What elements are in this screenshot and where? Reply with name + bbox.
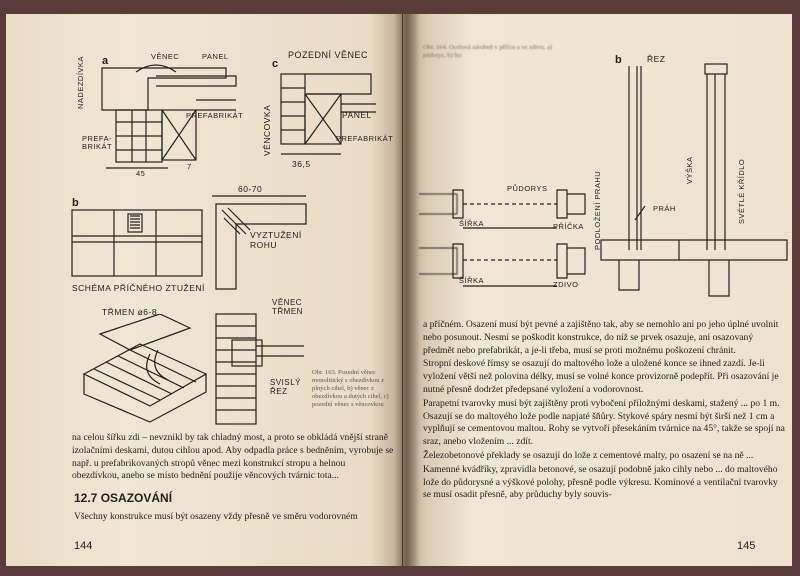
page-number-left: 144	[74, 540, 93, 552]
figure-section	[212, 310, 307, 428]
label-panel-c: PANEL	[342, 110, 372, 120]
last-line-left: Všechny konstrukce musí být osazeny vždy přesně ve směru vodorovném	[74, 511, 358, 522]
paragraph-right-3: Parapetní tvarovky musí být zajištěny proti vybočení příložnými deskami, stažený ... po 1 m. Osazují se do maltového lože podle napjaté šňůry. Stykové spáry nesmí být širší než 1 cm a vyplňují se cementovou maltou. Rohy se vytvoří přesekáním tvárnice na 45°, takže se spojí na sraz, anebo vložením ... zdít.	[423, 397, 785, 448]
label-prefabrikat-c: PREFABRIKÁT	[336, 134, 394, 143]
label-trmen: TŘMEN ø6-8	[102, 307, 158, 317]
dim-45: 45	[136, 169, 146, 178]
label-pricka: PŘÍČKA	[553, 222, 584, 231]
label-venec-trmen: VĚNEC TŘMEN	[272, 298, 303, 316]
label-vyztuzeni-rohu: VYZTUŽENÍ ROHU	[250, 230, 302, 250]
label-pozedni-venec: POZEDNÍ VĚNEC	[288, 50, 369, 60]
label-svetle-kridlo: SVĚTLÉ KŘÍDLO	[737, 158, 746, 224]
label-prefabrikat: PREFABRIKÁT	[186, 111, 244, 120]
label-sirka-2: ŠÍŘKA	[459, 276, 485, 285]
page-number-right: 145	[737, 540, 756, 552]
label-rez: ŘEZ	[647, 54, 666, 64]
label-schema: SCHÉMA PŘÍČNÉHO ZTUŽENÍ	[72, 283, 205, 293]
book-gutter	[394, 14, 420, 566]
figure-b-letter-right: b	[615, 54, 623, 66]
figure-c-letter: c	[272, 58, 279, 70]
section-heading: 12.7 OSAZOVÁNÍ	[74, 491, 173, 505]
label-prah: PRÁH	[653, 204, 676, 213]
label-pudorys: PŮDORYS	[507, 184, 548, 193]
left-page	[6, 14, 402, 566]
right-text-column	[423, 319, 785, 534]
figure-b-letter: b	[72, 197, 80, 209]
label-podlozeni-prahu: PODLOŽENÍ PRAHU	[593, 170, 602, 250]
figure-isometric	[80, 314, 210, 424]
figure-c-drawing	[261, 54, 381, 164]
paragraph-left: na celou šířku zdi – nevznikl by tak chladný most, a proto se obkládá vnější straně izolačními deskami, dutou cihlou apod. Aby odpadla práce s bedněním, vyrobuje se např. u prefabrikovaných stropů věnec mezi konstrukcí stropu a helnou obezdívkou, anebo se místo bednění použije věncových tvárnic tota...	[72, 432, 394, 482]
dim-36-5: 36,5	[292, 159, 311, 169]
label-svisly-rez: SVISLÝ ŘEZ	[270, 378, 302, 396]
dim-60-70: 60-70	[238, 184, 263, 194]
label-prefa-brikat: PREFA-BRIKÁT	[82, 134, 113, 151]
label-sirka: ŠÍŘKA	[459, 219, 485, 228]
figure-caption-164: Obr. 164. Ocelová zárubeň v příčce a ve zdivu; a) půdorys, b) řez	[423, 44, 553, 59]
paragraph-right-1: a příčném. Osazení musí být pevné a zajištěno tak, aby se nemohlo ani po jeho úplné uvolnit nebo posunout. Nesmí se poškodit konstrukce, do níž se prvek osazuje, ani osazovaný předmět nebo prefabrikát, a je-li třeba, musí se proti možnému poškození chránit.	[423, 319, 779, 356]
right-page	[403, 14, 792, 566]
figure-a-letter: a	[102, 55, 109, 67]
figure-b-plan	[68, 206, 208, 281]
paragraph-right-5: Kamenné kvádříky, zpravidla betonové, se osazují podobně jako cihly nebo ... do maltového lože do půdorysné a výškové polohy, přesně podle výkresu. Komínové a ventilační tvarovky se musí osadit přesně, aby průduchy byly souvis-	[423, 463, 778, 501]
open-book	[6, 14, 792, 566]
label-zdivo: ZDIVO	[553, 280, 579, 289]
label-vyska: VÝŠKA	[685, 156, 694, 184]
paragraph-right-4: Železobetonové překlady se osazují do lože z cementové malty, po osazení se na ně ...	[423, 449, 754, 461]
label-nadezdivka: NADEZDÍVKA	[76, 56, 85, 109]
dim-7: 7	[187, 162, 192, 171]
figure-caption-163: Obr. 163. Pozední věnec monolitický s obezdívkou z plných cihel, b) věnec z obezdívkou a dutých cihel, c) pozední věnec s věncovkou	[312, 369, 389, 408]
label-panel: PANEL	[202, 52, 229, 61]
door-frame-section	[599, 60, 789, 305]
label-vencovka: VĚNCOVKA	[262, 104, 272, 156]
paragraph-right-2: Stropní deskové římsy se osazují do maltového lože a uložené konce se ihned zazdí. Je-li vyložení větší než polovina délky, musí se volné konce provizorně podepřít. Při osazování je nutné přesně dodržet předepsané vyložení a vodorovnost.	[423, 358, 779, 395]
label-venec: VĚNEC	[151, 52, 180, 61]
